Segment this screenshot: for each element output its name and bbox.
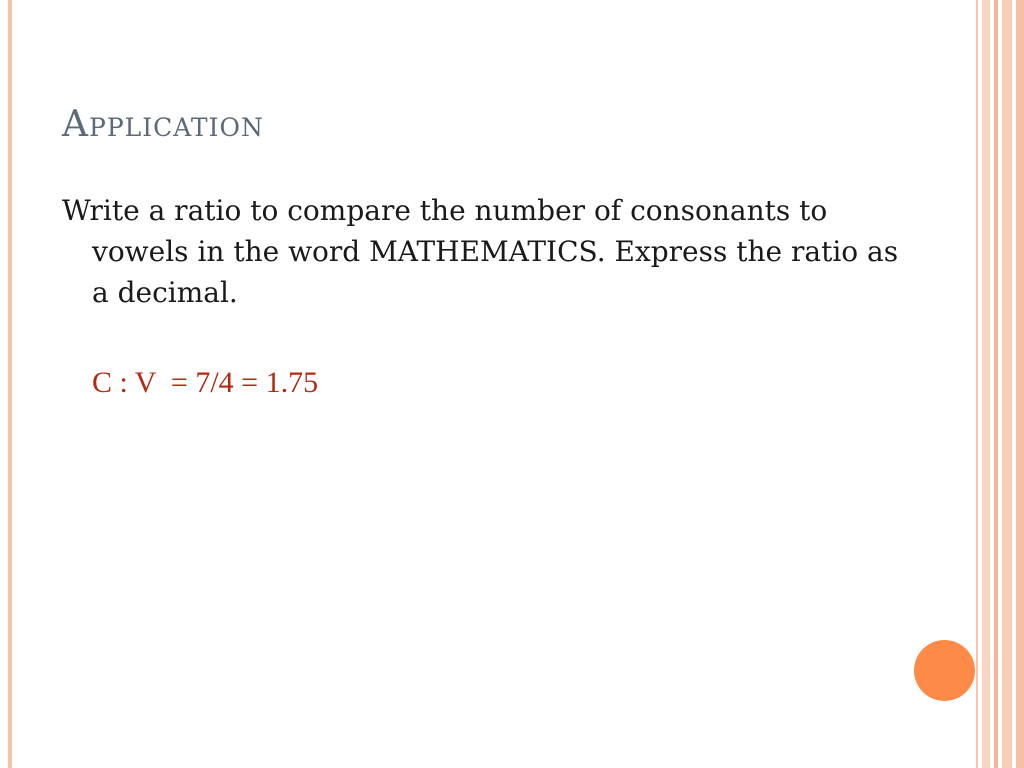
stripe: [1016, 0, 1024, 768]
slide-title: Application: [62, 104, 264, 145]
left-border-decoration: [8, 0, 12, 768]
stripe: [994, 0, 998, 768]
stripe: [976, 0, 978, 768]
right-stripes-decoration: [976, 0, 1024, 768]
stripe: [982, 0, 990, 768]
question-text: Write a ratio to compare the number of consonants to vowels in the word MATHEMATICS. Express the ratio as a decimal.: [62, 194, 899, 309]
stripe: [1002, 0, 1012, 768]
answer-text: C : V = 7/4 = 1.75: [92, 366, 319, 399]
accent-circle-icon: [914, 640, 975, 701]
